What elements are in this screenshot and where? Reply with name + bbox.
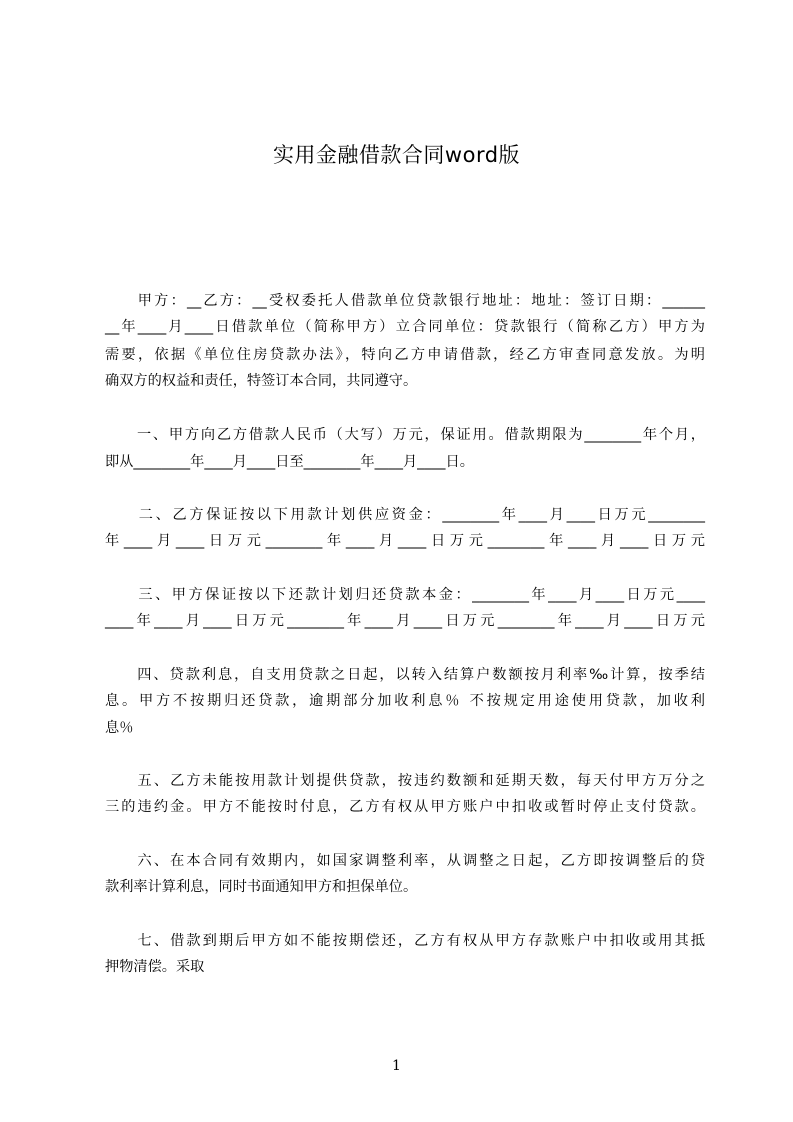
paragraph-line: 二、乙方保证按以下用款计划供应资金：________年____月____日万元________ [105, 507, 705, 523]
paragraph-line: 需要，依据《单位住房贷款办法》，特向乙方申请借款，经乙方审查同意发放。为明 [105, 347, 705, 363]
paragraph-line: 确双方的权益和责任，特签订本合同，共同遵守。 [105, 373, 418, 389]
paragraph-line: 三的违约金。甲方不能按时付息，乙方有权从甲方账户中扣收或暂时停止支付贷款。 [105, 799, 705, 815]
paragraph-line: 款利率计算利息，同时书面通知甲方和担保单位。 [105, 879, 418, 895]
paragraph-line: 六、在本合同有效期内，如国家调整利率，从调整之日起，乙方即按调整后的贷 [105, 853, 705, 869]
document-title: 实用金融借款合同word版 [272, 143, 521, 167]
paragraph-line: 年____月____日万元________年____月____日万元________年____月____日万元 [105, 533, 705, 549]
paragraph-line: 即从________年____月____日至________年____月____日。 [105, 454, 474, 470]
paragraph-line: 一、甲方向乙方借款人民币（大写）万元，保证用。借款期限为________年个月， [105, 427, 705, 443]
page-number: 1 [392, 1058, 401, 1074]
paragraph-line: ____年____月____日万元________年____月____日万元________年____月____日万元 [105, 613, 705, 629]
paragraph-line: 五、乙方未能按用款计划提供贷款，按违约数额和延期天数，每天付甲方万分之 [105, 773, 705, 789]
paragraph-line: 押物清偿。采取 [105, 959, 205, 975]
paragraph-line: 息％ [105, 720, 134, 736]
paragraph-line: 三、甲方保证按以下还款计划归还贷款本金：________年____月____日万元____ [105, 587, 705, 603]
paragraph-line: __年____月____日借款单位（简称甲方）立合同单位：贷款银行（简称乙方）甲方为 [105, 319, 705, 335]
paragraph-line: 甲方：__乙方：__受权委托人借款单位贷款银行地址：地址：签订日期：______ [105, 293, 705, 309]
paragraph-line: 息。甲方不按期归还贷款，逾期部分加收利息％ 不按规定用途使用贷款，加收利 [105, 693, 705, 709]
paragraph-line: 四、贷款利息，自支用贷款之日起，以转入结算户数额按月利率‰计算，按季结 [105, 667, 705, 683]
paragraph-line: 七、借款到期后甲方如不能按期偿还，乙方有权从甲方存款账户中扣收或用其抵 [105, 933, 705, 949]
